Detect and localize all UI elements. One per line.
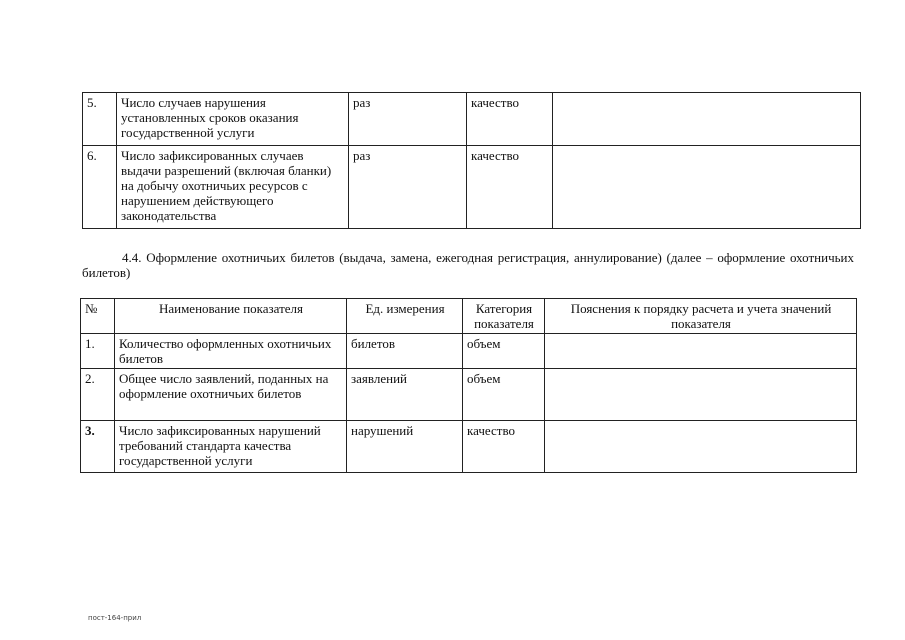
indicator-category: качество: [467, 93, 553, 146]
calculation-note: [545, 369, 857, 421]
indicator-category: качество: [463, 421, 545, 473]
table-row: [81, 369, 857, 421]
unit-of-measure: раз: [349, 93, 467, 146]
indicator-name: Общее число заявлений, поданных на оформление охотничьих билетов: [115, 369, 347, 421]
table-row: [83, 146, 861, 229]
indicator-name: Число зафиксированных нарушений требований стандарта качества государственной услуги: [115, 421, 347, 473]
row-number: 1.: [81, 334, 115, 369]
calculation-note: [545, 334, 857, 369]
indicator-name: Число зафиксированных случаев выдачи разрешений (включая бланки) на добычу охотничьих ресурсов с нарушением действующего законодательства: [117, 146, 349, 229]
indicator-name: Количество оформленных охотничьих билетов: [115, 334, 347, 369]
row-number: 2.: [81, 369, 115, 421]
calculation-note: [553, 93, 861, 146]
footer-document-code: пост-164-прил: [88, 614, 142, 622]
hunting-tickets-indicators-table: [80, 298, 857, 473]
calculation-note: [545, 421, 857, 473]
header-calculation-note: Пояснения к порядку расчета и учета значений показателя: [545, 299, 857, 334]
indicator-name: Число случаев нарушения установленных сроков оказания государственной услуги: [117, 93, 349, 146]
indicators-table-continued: [82, 92, 861, 229]
unit-of-measure: нарушений: [347, 421, 463, 473]
table-row: [81, 421, 857, 473]
section-heading: 4.4. Оформление охотничьих билетов (выдача, замена, ежегодная регистрация, аннулирование) (далее – оформление охотничьих билетов): [82, 250, 854, 280]
indicator-category: качество: [467, 146, 553, 229]
row-number: 3.: [81, 421, 115, 473]
indicator-category: объем: [463, 334, 545, 369]
header-number: №: [81, 299, 115, 334]
table-row: [81, 334, 857, 369]
header-indicator-name: Наименование показателя: [115, 299, 347, 334]
row-number: 5.: [83, 93, 117, 146]
unit-of-measure: билетов: [347, 334, 463, 369]
header-unit: Ед. измерения: [347, 299, 463, 334]
row-number: 6.: [83, 146, 117, 229]
table-header-row: [81, 299, 857, 334]
calculation-note: [553, 146, 861, 229]
unit-of-measure: раз: [349, 146, 467, 229]
indicator-category: объем: [463, 369, 545, 421]
unit-of-measure: заявлений: [347, 369, 463, 421]
header-category: Категория показателя: [463, 299, 545, 334]
table-row: [83, 93, 861, 146]
